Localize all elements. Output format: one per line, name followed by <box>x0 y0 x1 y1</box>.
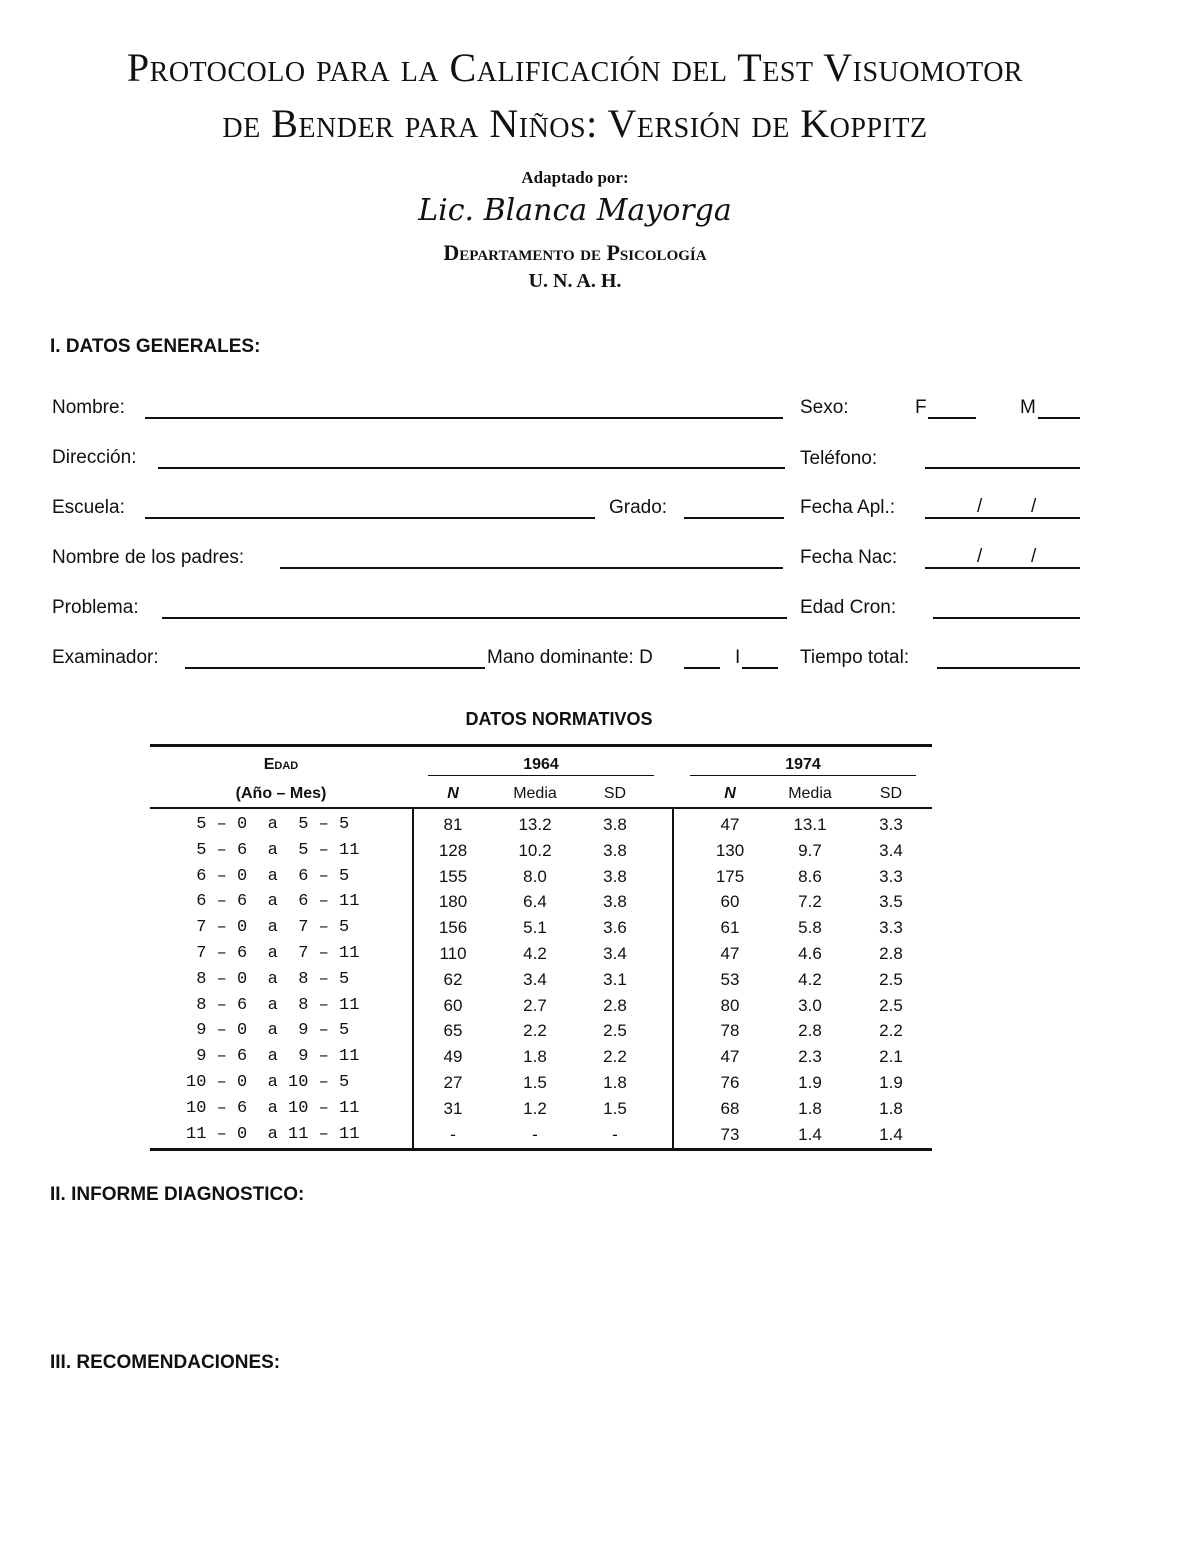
media-1964-cell: 3.4 <box>523 969 547 989</box>
age-range-cell: 5 – 0 a 5 – 5 <box>186 815 360 834</box>
fecha-apl-field[interactable] <box>925 517 1080 519</box>
n-1964-cell: 155 <box>438 866 468 886</box>
direccion-label: Dirección: <box>52 447 137 468</box>
age-range-cell: 10 – 0 a 10 – 5 <box>186 1073 360 1092</box>
fecha-nac-field[interactable] <box>925 567 1080 569</box>
sd-1964-cell: 2.8 <box>603 995 627 1015</box>
sd-1974-cell: 2.1 <box>879 1047 903 1067</box>
n-1974-cell: 60 <box>720 892 740 912</box>
media-1964-cell: 1.8 <box>523 1047 547 1067</box>
n-1964-cell: - <box>450 1124 456 1144</box>
col-media-1964: Media <box>513 785 557 802</box>
media-1964-cell: 13.2 <box>518 815 552 834</box>
padres-label: Nombre de los padres: <box>52 547 245 568</box>
n-1964-cell: 31 <box>443 1098 463 1118</box>
grado-field[interactable] <box>684 517 784 519</box>
n-1974-cell: 68 <box>720 1098 740 1118</box>
sd-1964-cell: 2.2 <box>603 1047 627 1067</box>
problema-label: Problema: <box>52 597 139 618</box>
sd-1974-cell: 3.4 <box>879 840 903 860</box>
fecha-apl-sep-2: / <box>1031 496 1037 517</box>
col-n-1974: N <box>724 785 736 802</box>
n-1974-cell: 73 <box>720 1124 740 1144</box>
sd-1974-cell: 1.8 <box>879 1098 903 1118</box>
n-1964-cell: 180 <box>438 892 468 912</box>
n-1974-cell: 47 <box>720 1047 740 1067</box>
n-1974-cell: 47 <box>720 944 740 963</box>
university-name: U. N. A. H. <box>528 270 622 292</box>
fecha-nac-label: Fecha Nac: <box>800 547 898 568</box>
sd-1964-cell: - <box>612 1124 618 1144</box>
media-1974-cell: 2.3 <box>798 1047 822 1067</box>
n-1964-cell: 81 <box>443 815 463 834</box>
year2-underline <box>690 775 916 776</box>
age-range-cell: 11 – 0 a 11 – 11 <box>186 1124 360 1144</box>
sd-1964-cell: 3.1 <box>603 969 627 989</box>
sd-1974-cell: 2.2 <box>879 1021 903 1041</box>
telefono-field[interactable] <box>925 467 1080 469</box>
n-1964-cell: 156 <box>438 918 468 938</box>
sd-1964-cell: 3.8 <box>603 892 627 912</box>
table-bottom-rule <box>150 1148 932 1151</box>
media-1964-cell: 2.2 <box>523 1021 547 1041</box>
media-1964-cell: 6.4 <box>523 892 547 912</box>
n-1964-cell: 27 <box>443 1073 463 1092</box>
tiempo-total-field[interactable] <box>937 667 1080 669</box>
sd-1964-cell: 3.8 <box>603 840 627 860</box>
n-1964-cell: 110 <box>439 944 467 963</box>
media-1964-cell: 4.2 <box>523 944 547 963</box>
sexo-m-label: M <box>1020 397 1036 418</box>
col-media-1974: Media <box>788 785 832 802</box>
age-range-cell: 8 – 0 a 8 – 5 <box>186 969 360 989</box>
age-range-cell: 9 – 0 a 9 – 5 <box>186 1021 360 1041</box>
media-1974-cell: 1.4 <box>798 1124 822 1144</box>
n-1974-cell: 47 <box>720 815 740 834</box>
padres-field[interactable] <box>280 567 783 569</box>
nombre-field[interactable] <box>145 417 783 419</box>
author-signature: Lic. Blanca Mayorga <box>418 193 732 228</box>
sd-1964-cell: 3.6 <box>603 918 627 938</box>
col-sd-1974: SD <box>879 785 903 802</box>
mano-i-field[interactable] <box>742 667 778 669</box>
examinador-field[interactable] <box>185 667 485 669</box>
col-sd-1964: SD <box>603 785 627 802</box>
direccion-field[interactable] <box>158 467 785 469</box>
sd-1964-cell: 3.8 <box>603 866 627 886</box>
age-range-cell: 6 – 6 a 6 – 11 <box>186 892 360 912</box>
table-vertical-rule-1 <box>412 809 414 1149</box>
escuela-field[interactable] <box>145 517 595 519</box>
sd-1964-cell: 1.5 <box>603 1098 627 1118</box>
sexo-m-field[interactable] <box>1038 417 1080 419</box>
media-1964-cell: 8.0 <box>523 866 547 886</box>
age-range-cell: 5 – 6 a 5 – 11 <box>186 840 360 860</box>
normative-table-title: DATOS NORMATIVOS <box>465 709 653 729</box>
sd-1974-cell: 1.9 <box>879 1073 903 1092</box>
sd-1974-cell: 3.3 <box>879 918 903 938</box>
fecha-apl-sep-1: / <box>977 496 983 517</box>
escuela-label: Escuela: <box>52 497 125 518</box>
media-1974-cell: 3.0 <box>798 995 822 1015</box>
n-1964-cell: 60 <box>443 995 463 1015</box>
section-datos-generales-title: I. DATOS GENERALES: <box>50 336 261 357</box>
age-range-cell: 7 – 0 a 7 – 5 <box>186 918 360 938</box>
table-vertical-rule-2 <box>672 809 674 1149</box>
n-1974-cell: 53 <box>720 969 740 989</box>
sexo-f-label: F <box>915 397 927 418</box>
document-title-line-2: de Bender para Niños: Versión de Koppitz <box>222 101 928 146</box>
mano-d-field[interactable] <box>684 667 720 669</box>
tiempo-total-label: Tiempo total: <box>800 647 910 668</box>
examinador-label: Examinador: <box>52 647 159 668</box>
media-1974-cell: 2.8 <box>798 1021 822 1041</box>
media-1974-cell: 9.7 <box>798 840 822 860</box>
media-1974-cell: 8.6 <box>798 866 822 886</box>
n-1974-cell: 78 <box>720 1021 740 1041</box>
sd-1964-cell: 3.4 <box>603 944 627 963</box>
media-1964-cell: 1.2 <box>523 1098 547 1118</box>
mano-i-label: I <box>735 647 741 668</box>
media-1974-cell: 7.2 <box>798 892 822 912</box>
fecha-nac-sep-1: / <box>977 546 983 567</box>
year-1974-header: 1974 <box>785 756 821 773</box>
section-recomendaciones-title: III. RECOMENDACIONES: <box>50 1352 281 1373</box>
media-1964-cell: 2.7 <box>523 995 547 1015</box>
fecha-nac-sep-2: / <box>1031 546 1037 567</box>
media-1974-cell: 1.9 <box>798 1073 822 1092</box>
media-1964-cell: 10.2 <box>518 840 552 860</box>
n-1974-cell: 175 <box>715 866 745 886</box>
media-1974-cell: 5.8 <box>798 918 822 938</box>
n-1964-cell: 65 <box>443 1021 463 1041</box>
media-1964-cell: 1.5 <box>523 1073 547 1092</box>
sd-1974-cell: 2.8 <box>879 944 903 963</box>
adapted-by-label: Adaptado por: <box>521 168 629 187</box>
year1-underline <box>428 775 654 776</box>
sexo-label: Sexo: <box>800 397 849 418</box>
edad-cron-label: Edad Cron: <box>800 597 897 618</box>
age-range-cell: 9 – 6 a 9 – 11 <box>186 1047 360 1067</box>
n-1964-cell: 49 <box>443 1047 463 1067</box>
table-header-rule <box>150 807 932 809</box>
media-1964-cell: - <box>532 1124 538 1144</box>
telefono-label: Teléfono: <box>800 448 878 469</box>
sd-1974-cell: 3.5 <box>879 892 903 912</box>
n-1974-cell: 61 <box>720 918 740 938</box>
media-1964-cell: 5.1 <box>523 918 547 938</box>
n-1974-cell: 76 <box>720 1073 740 1092</box>
fecha-apl-label: Fecha Apl.: <box>800 497 896 518</box>
table-top-rule <box>150 744 932 747</box>
media-1974-cell: 4.6 <box>798 944 822 963</box>
sd-1964-cell: 3.8 <box>603 815 627 834</box>
age-range-cell: 10 – 6 a 10 – 11 <box>186 1098 360 1118</box>
document-title-line-1: Protocolo para la Calificación del Test Visuomotor <box>126 45 1024 90</box>
sd-1974-cell: 2.5 <box>879 969 903 989</box>
n-1964-cell: 62 <box>443 969 463 989</box>
age-header: Edad <box>263 756 299 773</box>
sd-1974-cell: 1.4 <box>879 1124 903 1144</box>
nombre-label: Nombre: <box>52 397 125 418</box>
sd-1964-cell: 2.5 <box>603 1021 627 1041</box>
sd-1964-cell: 1.8 <box>603 1073 627 1092</box>
col-n-1964: N <box>447 785 459 802</box>
sd-1974-cell: 2.5 <box>879 995 903 1015</box>
section-informe-diagnostico-title: II. INFORME DIAGNOSTICO: <box>50 1184 305 1205</box>
sd-1974-cell: 3.3 <box>879 866 903 886</box>
age-range-cell: 6 – 0 a 6 – 5 <box>186 866 360 886</box>
age-subheader: (Año – Mes) <box>235 785 327 802</box>
problema-field[interactable] <box>162 617 787 619</box>
edad-cron-field[interactable] <box>933 617 1080 619</box>
department-name: Departamento de Psicología <box>443 240 707 265</box>
sexo-f-field[interactable] <box>928 417 976 419</box>
media-1974-cell: 4.2 <box>798 969 822 989</box>
age-range-cell: 7 – 6 a 7 – 11 <box>186 944 360 963</box>
age-range-cell: 8 – 6 a 8 – 11 <box>186 995 360 1015</box>
grado-label: Grado: <box>609 497 668 518</box>
media-1974-cell: 13.1 <box>793 815 827 834</box>
mano-dominante-label: Mano dominante: D <box>487 647 653 668</box>
media-1974-cell: 1.8 <box>798 1098 822 1118</box>
n-1974-cell: 80 <box>720 995 740 1015</box>
n-1964-cell: 128 <box>438 840 468 860</box>
year-1964-header: 1964 <box>523 756 559 773</box>
n-1974-cell: 130 <box>715 840 745 860</box>
sd-1974-cell: 3.3 <box>879 815 903 834</box>
